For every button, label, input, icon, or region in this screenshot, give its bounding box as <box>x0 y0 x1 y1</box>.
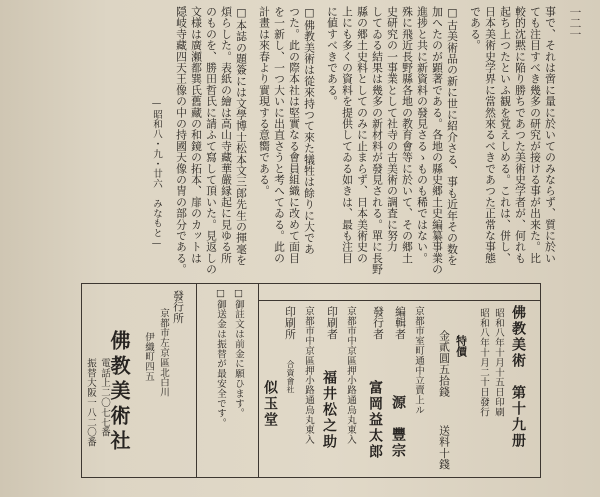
issuer-address-1: 京都市左京區北白川 <box>158 308 169 398</box>
notice-order: □御註文は前金に願ひます。 <box>233 288 244 419</box>
article-line-23: 文様は廣瀬都巽氏舊藏の和鏡の拓本、扉のカットは <box>190 6 203 264</box>
issuer-account: 振替大阪一八二〇番 <box>85 358 96 448</box>
article-line-6: である。 <box>469 6 482 51</box>
press-role: 印刷所 <box>284 306 297 340</box>
publisher-name: 富岡益太郎 <box>367 380 383 460</box>
publish-date: 昭和八年十月二十日發行 <box>478 308 489 417</box>
press-kind: 合資會社 <box>286 360 295 394</box>
editor-name: 源 豐宗 <box>390 395 406 459</box>
editor-address: 京都市室町通中立賣上ル <box>413 306 424 415</box>
print-date: 昭和八年十月十五日印刷 <box>493 308 504 417</box>
issuer-address-2: 伊織町四五 <box>143 332 154 382</box>
article-line-1: 事で、それは啻に量に於いてのみならず、質に於い <box>544 6 557 264</box>
article-line-24: 隠岐寺藏四天王像の中の持國天像の冑の部分である。 <box>175 6 188 275</box>
colophon-inner-rule <box>258 300 541 301</box>
article-line-17: つた。此の際本社は堅實なる會員組織に改めて面目 <box>288 6 301 264</box>
issuer-phone: 電話上二〇七七番 <box>99 358 110 438</box>
article-line-9: 進捗と共に新資料の發見さるゝものも稀ではない。 <box>416 6 429 264</box>
colophon-divider-notice <box>258 283 259 478</box>
page-number: 一二一 <box>568 6 582 39</box>
article-line-10: 殊に飛近長野縣各地の教育會等に於いて、その郷土 <box>401 6 414 264</box>
press-address: 京都市中京區押小路通烏丸東入 <box>303 306 314 445</box>
article-signature: —昭和八・九・廿六 みなもと— <box>151 98 162 250</box>
price-label: 特價 <box>455 335 468 358</box>
article-line-21: 煩らした。表紙の繪は高山寺藏華嚴縁起に見ゆる所 <box>220 6 233 264</box>
issuer-role: 發行所 <box>172 290 185 324</box>
article-line-2: ても注目すべき幾多の研究が接ける事が出来た。比 <box>529 6 542 264</box>
printer-role: 印刷者 <box>326 306 339 340</box>
article-line-13: 縣の郷土史料としてのみに止まらず、日本美術史の <box>356 6 369 264</box>
colophon-title: 佛教美術 第十九册 <box>510 305 526 449</box>
issuer-name: 佛教美術社 <box>107 330 131 455</box>
press-name: 似玉堂 <box>262 380 278 428</box>
article-line-3: 較的沈黙に陥り勝ちであつた美術史学者が、何れも <box>514 6 527 264</box>
price-value: 金貳圓五拾錢 <box>438 330 451 398</box>
article-line-5: 日本美術史学界に當然來るべきであつた正常な事態 <box>484 6 497 264</box>
notice-remittance: □御送金は振替が最安全です。 <box>215 288 226 429</box>
editor-role: 編輯者 <box>394 306 407 340</box>
article-line-16: □佛教美術は從來持つて來た犠牲は餘りに大であ <box>303 6 316 255</box>
article-line-4: 起ち上つたといふ観を覚えしめる。これは、併し、 <box>499 6 512 264</box>
article-line-18: を一新し、一つ大いに出直さうと考へてゐる。此の <box>273 6 286 264</box>
article-line-22: のものを、勝田哲氏に請ふて寫して頂いた。見返しの <box>205 6 218 275</box>
article-line-8: 加へたのが顕著である。各地の縣史郷土史編纂事業の <box>431 6 444 275</box>
postage: 送料十錢 <box>438 425 451 470</box>
article-line-7: □古美術品の新に世に紹介さる、事も近年その数を <box>446 6 459 266</box>
article-line-11: 史研究の一事業として社寺の古美術の調査に努力 <box>386 6 399 253</box>
colophon-divider-issuer <box>196 283 197 478</box>
printer-name: 福井松之助 <box>321 370 337 450</box>
publisher-role: 發行者 <box>372 306 385 340</box>
article-line-20: □本誌の題簽には文學博士松本文三郎先生の揮毫を <box>235 6 248 266</box>
article-line-15: に値すべきである。 <box>326 6 339 107</box>
article-line-14: 上にも多くの資料を提供してゐる如きは、最も注目 <box>341 6 354 264</box>
printer-address: 京都市中京區押小路通烏丸東入 <box>345 306 356 445</box>
article-line-12: してゐる結果は幾多の新材料が發見される。單に長野 <box>371 6 384 275</box>
article-line-19: 計畫は來春より實現する意嚮である。 <box>258 6 271 197</box>
